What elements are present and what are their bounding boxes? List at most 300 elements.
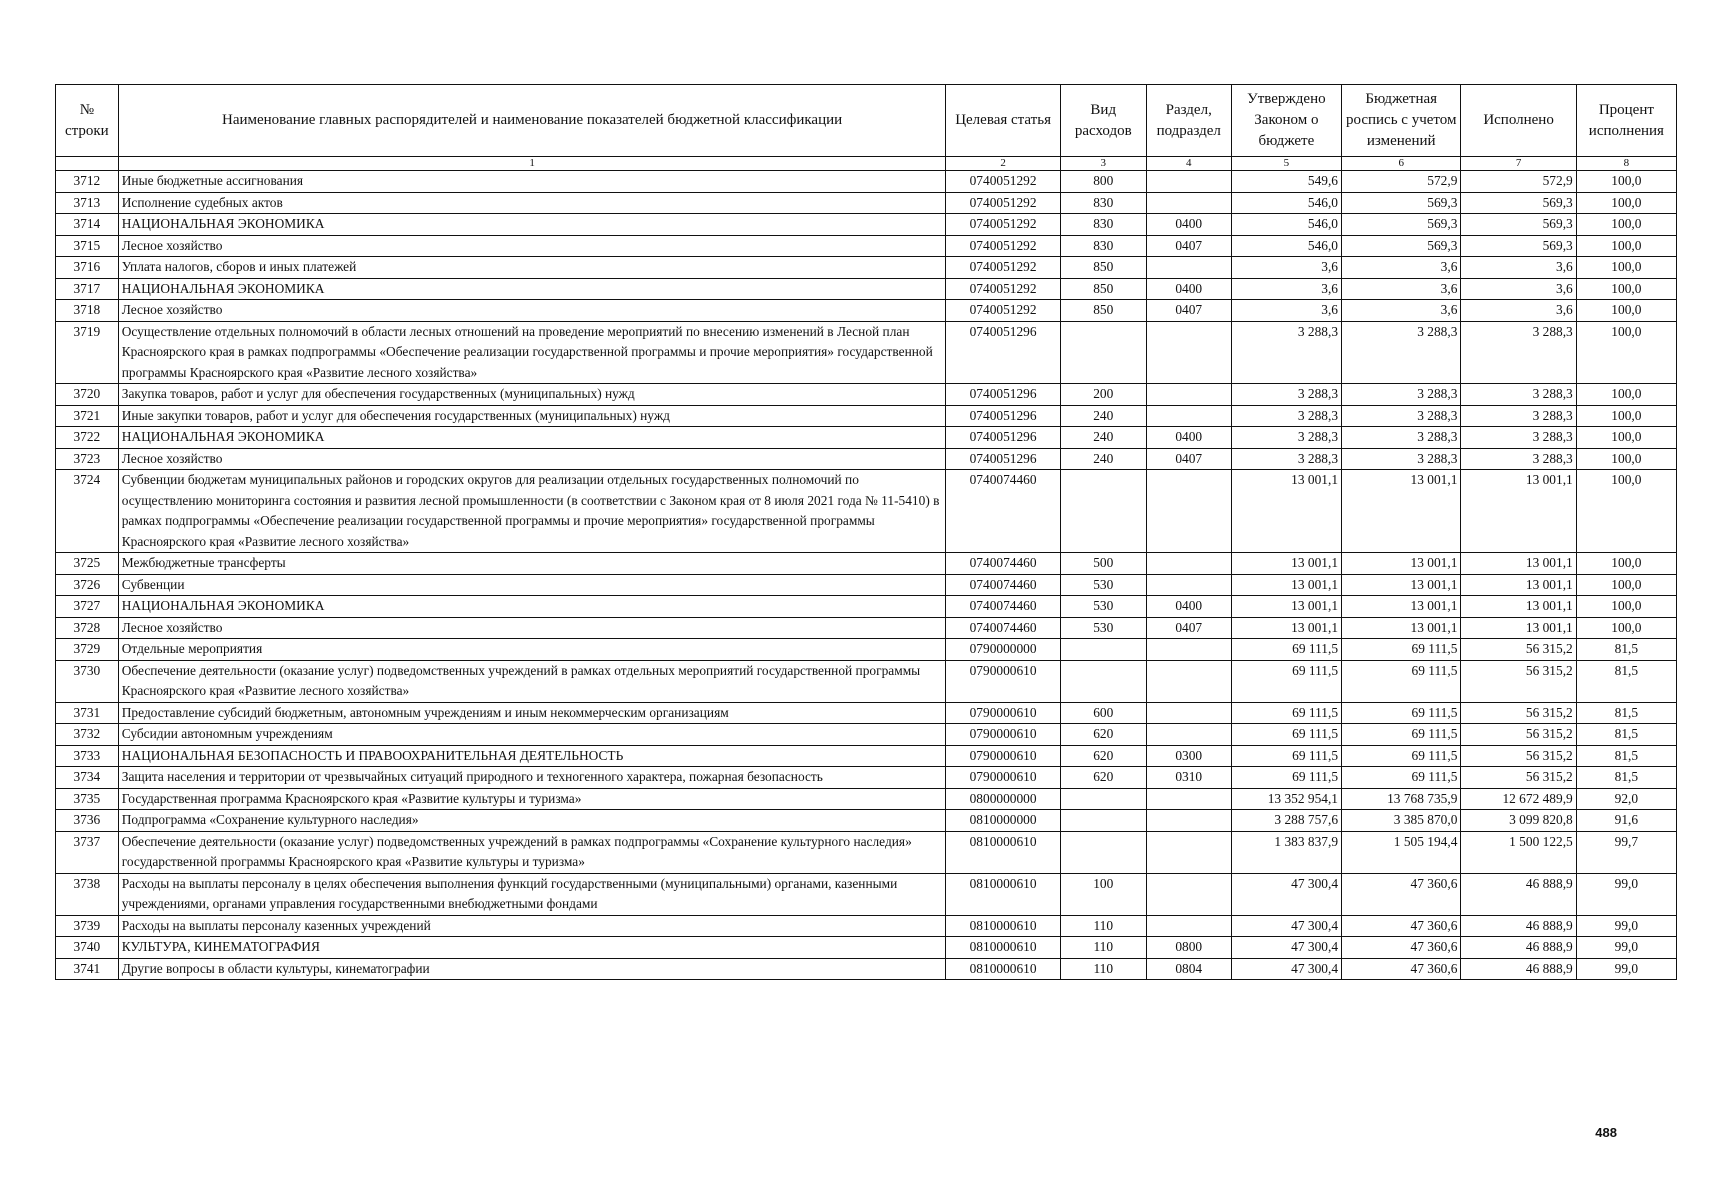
row-name: Другие вопросы в области культуры, кинематографии <box>118 958 946 980</box>
row-percent: 81,5 <box>1576 702 1676 724</box>
header-approved: Утверждено Законом о бюджете <box>1231 85 1341 157</box>
table-row <box>56 596 1677 618</box>
row-section: 0407 <box>1146 235 1231 257</box>
row-approved-value: 69 111,5 <box>1231 660 1341 702</box>
row-target-article: 0740074460 <box>946 617 1060 639</box>
row-name: Отдельные мероприятия <box>118 639 946 661</box>
row-section: 0804 <box>1146 958 1231 980</box>
column-number-blank <box>56 157 119 171</box>
row-revised-value: 1 505 194,4 <box>1342 831 1461 873</box>
row-percent: 100,0 <box>1576 300 1676 322</box>
row-percent: 100,0 <box>1576 192 1676 214</box>
table-row <box>56 574 1677 596</box>
row-expense-type: 830 <box>1060 214 1146 236</box>
row-expense-type: 620 <box>1060 767 1146 789</box>
row-expense-type: 600 <box>1060 702 1146 724</box>
row-target-article: 0740051296 <box>946 321 1060 384</box>
row-name: НАЦИОНАЛЬНАЯ ЭКОНОМИКА <box>118 214 946 236</box>
row-approved-value: 13 001,1 <box>1231 596 1341 618</box>
row-name: Уплата налогов, сборов и иных платежей <box>118 257 946 279</box>
row-number: 3723 <box>56 448 119 470</box>
table-row <box>56 702 1677 724</box>
row-executed-value: 3 288,3 <box>1461 448 1576 470</box>
column-number: 6 <box>1342 157 1461 171</box>
row-section: 0800 <box>1146 937 1231 959</box>
row-section <box>1146 574 1231 596</box>
row-approved-value: 13 001,1 <box>1231 617 1341 639</box>
row-percent: 100,0 <box>1576 278 1676 300</box>
row-name: Защита населения и территории от чрезвычайных ситуаций природного и техногенного характера, пожарная безопасность <box>118 767 946 789</box>
row-percent: 99,7 <box>1576 831 1676 873</box>
row-percent: 100,0 <box>1576 214 1676 236</box>
row-target-article: 0740074460 <box>946 553 1060 575</box>
row-approved-value: 546,0 <box>1231 192 1341 214</box>
column-number: 7 <box>1461 157 1576 171</box>
row-revised-value: 3 288,3 <box>1342 427 1461 449</box>
row-target-article: 0740051292 <box>946 235 1060 257</box>
row-section: 0400 <box>1146 278 1231 300</box>
row-target-article: 0790000000 <box>946 639 1060 661</box>
table-row <box>56 448 1677 470</box>
row-target-article: 0740074460 <box>946 470 1060 553</box>
row-approved-value: 546,0 <box>1231 235 1341 257</box>
row-number: 3728 <box>56 617 119 639</box>
row-executed-value: 3,6 <box>1461 257 1576 279</box>
row-executed-value: 572,9 <box>1461 171 1576 193</box>
table-row <box>56 767 1677 789</box>
row-expense-type <box>1060 660 1146 702</box>
row-revised-value: 3 385 870,0 <box>1342 810 1461 832</box>
row-number: 3730 <box>56 660 119 702</box>
row-approved-value: 3 288,3 <box>1231 448 1341 470</box>
row-percent: 100,0 <box>1576 171 1676 193</box>
row-number: 3731 <box>56 702 119 724</box>
row-executed-value: 56 315,2 <box>1461 724 1576 746</box>
column-number-row <box>56 157 1677 171</box>
row-percent: 100,0 <box>1576 617 1676 639</box>
row-percent: 100,0 <box>1576 448 1676 470</box>
row-percent: 81,5 <box>1576 767 1676 789</box>
row-target-article: 0800000000 <box>946 788 1060 810</box>
row-executed-value: 3 099 820,8 <box>1461 810 1576 832</box>
row-number: 3713 <box>56 192 119 214</box>
row-revised-value: 13 001,1 <box>1342 574 1461 596</box>
row-number: 3733 <box>56 745 119 767</box>
table-row <box>56 873 1677 915</box>
row-executed-value: 56 315,2 <box>1461 702 1576 724</box>
row-name: Лесное хозяйство <box>118 235 946 257</box>
row-number: 3721 <box>56 405 119 427</box>
row-section <box>1146 810 1231 832</box>
table-row <box>56 639 1677 661</box>
row-section <box>1146 724 1231 746</box>
row-name: Иные закупки товаров, работ и услуг для обеспечения государственных (муниципальных) нужд <box>118 405 946 427</box>
row-expense-type <box>1060 788 1146 810</box>
row-target-article: 0740051292 <box>946 300 1060 322</box>
row-name: Расходы на выплаты персоналу казенных учреждений <box>118 915 946 937</box>
table-row <box>56 915 1677 937</box>
row-name: Расходы на выплаты персоналу в целях обеспечения выполнения функций государственными (муниципальными) органами, казенными учреждениями, органами управления государственными внебюджетными фондами <box>118 873 946 915</box>
header-name: Наименование главных распорядителей и наименование показателей бюджетной классификации <box>118 85 946 157</box>
table-body <box>56 171 1677 980</box>
header-percent: Процент исполнения <box>1576 85 1676 157</box>
row-target-article: 0790000610 <box>946 745 1060 767</box>
row-approved-value: 3,6 <box>1231 300 1341 322</box>
row-number: 3736 <box>56 810 119 832</box>
row-section <box>1146 702 1231 724</box>
row-number: 3735 <box>56 788 119 810</box>
table-row <box>56 958 1677 980</box>
row-number: 3712 <box>56 171 119 193</box>
row-number: 3717 <box>56 278 119 300</box>
row-revised-value: 13 768 735,9 <box>1342 788 1461 810</box>
row-percent: 81,5 <box>1576 745 1676 767</box>
row-approved-value: 13 001,1 <box>1231 574 1341 596</box>
table-row <box>56 278 1677 300</box>
row-executed-value: 569,3 <box>1461 214 1576 236</box>
row-expense-type: 110 <box>1060 937 1146 959</box>
table-row <box>56 937 1677 959</box>
row-percent: 100,0 <box>1576 384 1676 406</box>
row-percent: 100,0 <box>1576 427 1676 449</box>
row-expense-type: 530 <box>1060 617 1146 639</box>
row-name: Иные бюджетные ассигнования <box>118 171 946 193</box>
row-executed-value: 46 888,9 <box>1461 915 1576 937</box>
row-section: 0310 <box>1146 767 1231 789</box>
row-revised-value: 13 001,1 <box>1342 617 1461 639</box>
row-expense-type: 200 <box>1060 384 1146 406</box>
column-number: 8 <box>1576 157 1676 171</box>
row-executed-value: 56 315,2 <box>1461 767 1576 789</box>
row-name: Осуществление отдельных полномочий в области лесных отношений на проведение мероприятий по внесению изменений в Лесной план Красноярского края в рамках подпрограммы «Обеспечение реализации государственной программы и прочие мероприятия» государственной программы Красноярского края «Развитие лесного хозяйства» <box>118 321 946 384</box>
row-target-article: 0740051296 <box>946 384 1060 406</box>
row-approved-value: 47 300,4 <box>1231 958 1341 980</box>
header-row <box>56 85 1677 157</box>
table-row <box>56 384 1677 406</box>
row-number: 3716 <box>56 257 119 279</box>
row-name: Лесное хозяйство <box>118 617 946 639</box>
row-expense-type: 240 <box>1060 448 1146 470</box>
row-target-article: 0740051296 <box>946 427 1060 449</box>
row-approved-value: 3,6 <box>1231 257 1341 279</box>
row-executed-value: 46 888,9 <box>1461 958 1576 980</box>
row-percent: 91,6 <box>1576 810 1676 832</box>
row-approved-value: 47 300,4 <box>1231 873 1341 915</box>
column-number: 5 <box>1231 157 1341 171</box>
table-row <box>56 831 1677 873</box>
row-executed-value: 13 001,1 <box>1461 470 1576 553</box>
row-expense-type: 800 <box>1060 171 1146 193</box>
row-target-article: 0790000610 <box>946 702 1060 724</box>
row-section <box>1146 660 1231 702</box>
row-number: 3739 <box>56 915 119 937</box>
row-name: Исполнение судебных актов <box>118 192 946 214</box>
row-number: 3720 <box>56 384 119 406</box>
row-section <box>1146 257 1231 279</box>
row-approved-value: 69 111,5 <box>1231 745 1341 767</box>
row-section <box>1146 171 1231 193</box>
row-section <box>1146 553 1231 575</box>
row-revised-value: 47 360,6 <box>1342 915 1461 937</box>
header-target: Целевая статья <box>946 85 1060 157</box>
table-row <box>56 745 1677 767</box>
row-target-article: 0740074460 <box>946 574 1060 596</box>
table-row <box>56 235 1677 257</box>
row-executed-value: 569,3 <box>1461 235 1576 257</box>
row-expense-type: 850 <box>1060 257 1146 279</box>
row-expense-type <box>1060 810 1146 832</box>
row-number: 3729 <box>56 639 119 661</box>
row-revised-value: 3,6 <box>1342 300 1461 322</box>
row-target-article: 0790000610 <box>946 660 1060 702</box>
page-number: 488 <box>1595 1125 1617 1140</box>
row-revised-value: 13 001,1 <box>1342 596 1461 618</box>
row-approved-value: 1 383 837,9 <box>1231 831 1341 873</box>
row-section: 0400 <box>1146 596 1231 618</box>
row-name: Субвенции <box>118 574 946 596</box>
column-number: 3 <box>1060 157 1146 171</box>
row-expense-type: 110 <box>1060 958 1146 980</box>
row-target-article: 0790000610 <box>946 724 1060 746</box>
row-target-article: 0810000610 <box>946 915 1060 937</box>
table-row <box>56 192 1677 214</box>
row-percent: 100,0 <box>1576 553 1676 575</box>
row-expense-type: 110 <box>1060 915 1146 937</box>
row-name: Государственная программа Красноярского края «Развитие культуры и туризма» <box>118 788 946 810</box>
row-number: 3718 <box>56 300 119 322</box>
row-name: Лесное хозяйство <box>118 448 946 470</box>
row-approved-value: 3 288,3 <box>1231 427 1341 449</box>
row-target-article: 0740051296 <box>946 405 1060 427</box>
row-executed-value: 13 001,1 <box>1461 596 1576 618</box>
row-number: 3726 <box>56 574 119 596</box>
row-executed-value: 3,6 <box>1461 278 1576 300</box>
row-target-article: 0740051292 <box>946 278 1060 300</box>
column-number: 4 <box>1146 157 1231 171</box>
row-percent: 81,5 <box>1576 660 1676 702</box>
row-expense-type: 830 <box>1060 192 1146 214</box>
row-section <box>1146 321 1231 384</box>
row-percent: 81,5 <box>1576 724 1676 746</box>
row-target-article: 0810000610 <box>946 958 1060 980</box>
row-target-article: 0810000610 <box>946 873 1060 915</box>
table-row <box>56 617 1677 639</box>
row-revised-value: 3 288,3 <box>1342 384 1461 406</box>
row-expense-type: 500 <box>1060 553 1146 575</box>
row-expense-type: 620 <box>1060 745 1146 767</box>
row-executed-value: 46 888,9 <box>1461 937 1576 959</box>
row-percent: 99,0 <box>1576 915 1676 937</box>
row-revised-value: 69 111,5 <box>1342 767 1461 789</box>
row-name: Субсидии автономным учреждениям <box>118 724 946 746</box>
row-revised-value: 572,9 <box>1342 171 1461 193</box>
row-revised-value: 569,3 <box>1342 192 1461 214</box>
row-expense-type <box>1060 321 1146 384</box>
row-revised-value: 3 288,3 <box>1342 321 1461 384</box>
column-number: 2 <box>946 157 1060 171</box>
row-section: 0400 <box>1146 427 1231 449</box>
row-percent: 100,0 <box>1576 235 1676 257</box>
table-row <box>56 660 1677 702</box>
row-name: Закупка товаров, работ и услуг для обеспечения государственных (муниципальных) нужд <box>118 384 946 406</box>
row-number: 3714 <box>56 214 119 236</box>
row-number: 3737 <box>56 831 119 873</box>
row-executed-value: 46 888,9 <box>1461 873 1576 915</box>
row-percent: 100,0 <box>1576 470 1676 553</box>
row-revised-value: 3 288,3 <box>1342 405 1461 427</box>
row-target-article: 0740051292 <box>946 214 1060 236</box>
table-row <box>56 470 1677 553</box>
row-executed-value: 13 001,1 <box>1461 574 1576 596</box>
row-section: 0407 <box>1146 300 1231 322</box>
row-name: Обеспечение деятельности (оказание услуг) подведомственных учреждений в рамках отдельных мероприятий государственной программы Красноярского края «Развитие лесного хозяйства» <box>118 660 946 702</box>
header-section: Раздел, подраздел <box>1146 85 1231 157</box>
row-approved-value: 546,0 <box>1231 214 1341 236</box>
table-row <box>56 810 1677 832</box>
row-name: Межбюджетные трансферты <box>118 553 946 575</box>
table-row <box>56 214 1677 236</box>
row-percent: 100,0 <box>1576 257 1676 279</box>
header-executed: Исполнено <box>1461 85 1576 157</box>
row-section <box>1146 873 1231 915</box>
row-name: Подпрограмма «Сохранение культурного наследия» <box>118 810 946 832</box>
row-section <box>1146 405 1231 427</box>
row-number: 3727 <box>56 596 119 618</box>
row-target-article: 0810000610 <box>946 937 1060 959</box>
row-revised-value: 69 111,5 <box>1342 702 1461 724</box>
table-row <box>56 553 1677 575</box>
row-target-article: 0790000610 <box>946 767 1060 789</box>
row-revised-value: 47 360,6 <box>1342 937 1461 959</box>
row-approved-value: 3 288 757,6 <box>1231 810 1341 832</box>
row-approved-value: 13 352 954,1 <box>1231 788 1341 810</box>
row-approved-value: 69 111,5 <box>1231 724 1341 746</box>
row-percent: 100,0 <box>1576 321 1676 384</box>
row-number: 3732 <box>56 724 119 746</box>
table-row <box>56 321 1677 384</box>
row-target-article: 0740051292 <box>946 257 1060 279</box>
row-revised-value: 3,6 <box>1342 257 1461 279</box>
row-number: 3724 <box>56 470 119 553</box>
row-expense-type <box>1060 639 1146 661</box>
row-executed-value: 3,6 <box>1461 300 1576 322</box>
row-percent: 81,5 <box>1576 639 1676 661</box>
row-percent: 99,0 <box>1576 958 1676 980</box>
row-expense-type: 850 <box>1060 300 1146 322</box>
row-target-article: 0740074460 <box>946 596 1060 618</box>
row-executed-value: 569,3 <box>1461 192 1576 214</box>
row-approved-value: 69 111,5 <box>1231 767 1341 789</box>
table-row <box>56 724 1677 746</box>
table-row <box>56 300 1677 322</box>
row-revised-value: 69 111,5 <box>1342 724 1461 746</box>
row-target-article: 0810000610 <box>946 831 1060 873</box>
row-expense-type: 100 <box>1060 873 1146 915</box>
table-row <box>56 427 1677 449</box>
row-executed-value: 3 288,3 <box>1461 427 1576 449</box>
row-name: НАЦИОНАЛЬНАЯ ЭКОНОМИКА <box>118 427 946 449</box>
row-target-article: 0740051296 <box>946 448 1060 470</box>
row-section <box>1146 639 1231 661</box>
row-revised-value: 69 111,5 <box>1342 639 1461 661</box>
row-section <box>1146 192 1231 214</box>
row-name: Лесное хозяйство <box>118 300 946 322</box>
row-number: 3734 <box>56 767 119 789</box>
row-approved-value: 13 001,1 <box>1231 470 1341 553</box>
row-expense-type <box>1060 470 1146 553</box>
row-approved-value: 13 001,1 <box>1231 553 1341 575</box>
row-name: Субвенции бюджетам муниципальных районов и городских округов для реализации отдельных государственных полномочий по осуществлению мониторинга состояния и развития лесной промышленности (в соответствии с Законом края от 8 июля 2021 года № 11-5410) в рамках подпрограммы «Обеспечение реализации государственной программы и прочие мероприятия» государственной программы Красноярского края «Развитие лесного хозяйства» <box>118 470 946 553</box>
row-executed-value: 13 001,1 <box>1461 553 1576 575</box>
row-number: 3741 <box>56 958 119 980</box>
row-approved-value: 3,6 <box>1231 278 1341 300</box>
row-revised-value: 47 360,6 <box>1342 873 1461 915</box>
row-approved-value: 549,6 <box>1231 171 1341 193</box>
table-row <box>56 788 1677 810</box>
row-name: Обеспечение деятельности (оказание услуг) подведомственных учреждений в рамках подпрограммы «Сохранение культурного наследия» государственной программы Красноярского края «Развитие культуры и туризма» <box>118 831 946 873</box>
row-approved-value: 69 111,5 <box>1231 639 1341 661</box>
row-number: 3715 <box>56 235 119 257</box>
row-percent: 99,0 <box>1576 873 1676 915</box>
row-percent: 100,0 <box>1576 596 1676 618</box>
row-expense-type: 530 <box>1060 596 1146 618</box>
row-approved-value: 3 288,3 <box>1231 405 1341 427</box>
row-name: НАЦИОНАЛЬНАЯ БЕЗОПАСНОСТЬ И ПРАВООХРАНИТЕЛЬНАЯ ДЕЯТЕЛЬНОСТЬ <box>118 745 946 767</box>
row-section <box>1146 788 1231 810</box>
row-expense-type: 620 <box>1060 724 1146 746</box>
row-section: 0407 <box>1146 617 1231 639</box>
row-revised-value: 569,3 <box>1342 235 1461 257</box>
table-row <box>56 257 1677 279</box>
row-revised-value: 3 288,3 <box>1342 448 1461 470</box>
row-name: КУЛЬТУРА, КИНЕМАТОГРАФИЯ <box>118 937 946 959</box>
row-executed-value: 56 315,2 <box>1461 639 1576 661</box>
row-section <box>1146 831 1231 873</box>
row-number: 3722 <box>56 427 119 449</box>
row-number: 3719 <box>56 321 119 384</box>
budget-table <box>55 84 1677 980</box>
header-revised: Бюджетная роспись с учетом изменений <box>1342 85 1461 157</box>
row-expense-type: 240 <box>1060 427 1146 449</box>
row-percent: 92,0 <box>1576 788 1676 810</box>
column-number: 1 <box>118 157 946 171</box>
row-revised-value: 13 001,1 <box>1342 553 1461 575</box>
row-target-article: 0740051292 <box>946 171 1060 193</box>
row-executed-value: 12 672 489,9 <box>1461 788 1576 810</box>
row-approved-value: 69 111,5 <box>1231 702 1341 724</box>
row-executed-value: 56 315,2 <box>1461 660 1576 702</box>
row-executed-value: 56 315,2 <box>1461 745 1576 767</box>
row-approved-value: 3 288,3 <box>1231 384 1341 406</box>
row-section <box>1146 915 1231 937</box>
row-percent: 100,0 <box>1576 574 1676 596</box>
row-percent: 99,0 <box>1576 937 1676 959</box>
row-name: НАЦИОНАЛЬНАЯ ЭКОНОМИКА <box>118 596 946 618</box>
row-revised-value: 3,6 <box>1342 278 1461 300</box>
row-expense-type: 850 <box>1060 278 1146 300</box>
row-revised-value: 69 111,5 <box>1342 745 1461 767</box>
row-section <box>1146 470 1231 553</box>
row-executed-value: 3 288,3 <box>1461 405 1576 427</box>
row-section: 0300 <box>1146 745 1231 767</box>
row-revised-value: 69 111,5 <box>1342 660 1461 702</box>
row-revised-value: 47 360,6 <box>1342 958 1461 980</box>
row-number: 3738 <box>56 873 119 915</box>
row-expense-type <box>1060 831 1146 873</box>
row-executed-value: 3 288,3 <box>1461 384 1576 406</box>
row-number: 3740 <box>56 937 119 959</box>
table-row <box>56 171 1677 193</box>
